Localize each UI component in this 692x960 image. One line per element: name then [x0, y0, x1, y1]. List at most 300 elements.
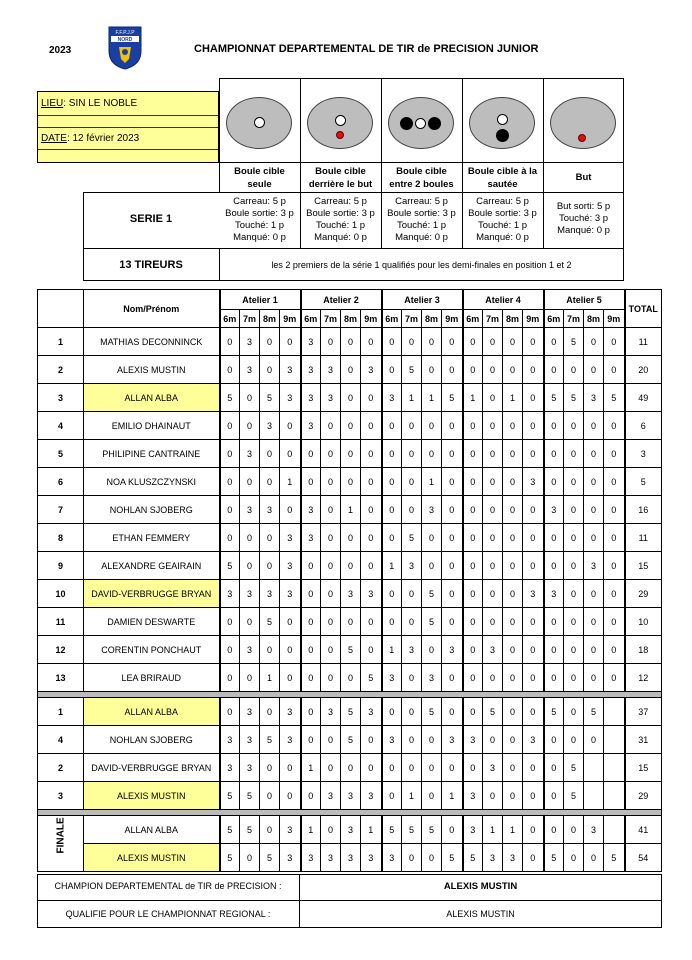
- score-cell: 3: [503, 844, 523, 872]
- score-cell: 0: [442, 412, 463, 440]
- score-cell: 0: [341, 664, 361, 692]
- score-cell: 5: [422, 698, 442, 726]
- score-cell: 0: [382, 608, 402, 636]
- score-cell: 3: [584, 384, 604, 412]
- score-cell: 0: [321, 816, 341, 844]
- score-cell: 3: [240, 496, 260, 524]
- score-cell: 0: [483, 782, 503, 810]
- score-cell: 0: [382, 580, 402, 608]
- score-cell: 5: [604, 384, 625, 412]
- rank-cell: 12: [38, 636, 84, 664]
- distance-header: 8m: [503, 310, 523, 328]
- table-row: [38, 816, 662, 844]
- score-cell: 0: [564, 552, 584, 580]
- score-cell: 0: [280, 636, 301, 664]
- info-box: [37, 91, 219, 163]
- score-cell: 0: [382, 440, 402, 468]
- score-cell: 3: [280, 844, 301, 872]
- score-cell: 0: [301, 440, 321, 468]
- score-cell: 3: [301, 328, 321, 356]
- player-name: ALLAN ALBA: [84, 816, 220, 844]
- score-cell: 3: [280, 356, 301, 384]
- player-name: ALEXIS MUSTIN: [84, 844, 220, 872]
- score-cell: 0: [604, 468, 625, 496]
- rank-cell: 11: [38, 608, 84, 636]
- score-cell: 0: [463, 698, 483, 726]
- score-cell: 0: [422, 328, 442, 356]
- score-cell: 3: [301, 412, 321, 440]
- score-cell: 0: [321, 412, 341, 440]
- score-cell: 0: [463, 664, 483, 692]
- score-cell: 0: [280, 328, 301, 356]
- score-cell: 0: [584, 726, 604, 754]
- table-row: [38, 698, 662, 726]
- score-cell: 5: [564, 328, 584, 356]
- score-cell: 0: [604, 552, 625, 580]
- score-cell: 0: [422, 726, 442, 754]
- score-cell: 5: [422, 816, 442, 844]
- score-cell: 0: [523, 782, 544, 810]
- player-name: MATHIAS DECONNINCK: [84, 328, 220, 356]
- rank-cell: 7: [38, 496, 84, 524]
- federation-logo: [107, 25, 143, 70]
- score-cell: 0: [442, 608, 463, 636]
- score-cell: 0: [442, 664, 463, 692]
- score-cell: 0: [523, 816, 544, 844]
- score-cell: 0: [260, 468, 280, 496]
- score-cell: 0: [422, 412, 442, 440]
- score-cell: 3: [240, 328, 260, 356]
- score-cell: 0: [463, 412, 483, 440]
- score-cell: 0: [523, 754, 544, 782]
- score-cell: 3: [402, 552, 422, 580]
- score-cell: 0: [301, 782, 321, 810]
- score-cell: 0: [463, 356, 483, 384]
- score-cell: 5: [220, 552, 240, 580]
- score-cell: 5: [382, 816, 402, 844]
- score-cell: 0: [382, 698, 402, 726]
- atelier-1-points: Carreau: 5 p Boule sortie: 3 p Touché: 1 p Manqué: 0 p: [225, 196, 294, 243]
- score-cell: 0: [463, 580, 483, 608]
- score-cell: 0: [564, 580, 584, 608]
- total-cell: 12: [625, 664, 662, 692]
- score-cell: [604, 816, 625, 844]
- atelier-3-points: Carreau: 5 p Boule sortie: 3 p Touché: 1 p Manqué: 0 p: [387, 196, 456, 243]
- score-cell: 3: [260, 580, 280, 608]
- score-cell: 1: [503, 384, 523, 412]
- table-row: [38, 726, 662, 754]
- score-cell: 1: [361, 816, 382, 844]
- score-cell: 5: [240, 816, 260, 844]
- year: 2023: [49, 45, 72, 56]
- qualifie-value: ALEXIS MUSTIN: [446, 909, 515, 919]
- player-name: ALLAN ALBA: [84, 384, 220, 412]
- score-cell: 0: [523, 384, 544, 412]
- score-cell: 0: [442, 328, 463, 356]
- score-cell: 0: [361, 384, 382, 412]
- score-cell: 0: [361, 468, 382, 496]
- score-cell: 0: [503, 580, 523, 608]
- score-cell: 0: [220, 356, 240, 384]
- score-cell: 0: [483, 384, 503, 412]
- score-cell: 0: [544, 816, 564, 844]
- score-cell: 1: [280, 468, 301, 496]
- atelier-header: Atelier 1: [220, 290, 301, 310]
- player-name: DAVID-VERBRUGGE BRYAN: [84, 754, 220, 782]
- atelier-header: Atelier 5: [544, 290, 625, 310]
- results-table: [37, 289, 662, 872]
- score-cell: 3: [463, 816, 483, 844]
- distance-header: 6m: [301, 310, 321, 328]
- atelier-2-points: Carreau: 5 p Boule sortie: 3 p Touché: 1 p Manqué: 0 p: [306, 196, 375, 243]
- score-cell: 0: [220, 664, 240, 692]
- score-cell: 0: [361, 608, 382, 636]
- score-cell: 0: [503, 754, 523, 782]
- score-cell: 0: [442, 524, 463, 552]
- score-cell: 0: [280, 496, 301, 524]
- score-cell: 0: [503, 726, 523, 754]
- score-cell: 0: [301, 580, 321, 608]
- score-cell: 0: [584, 440, 604, 468]
- score-cell: 5: [220, 782, 240, 810]
- score-cell: 1: [341, 496, 361, 524]
- player-name: ALEXANDRE GEAIRAIN: [84, 552, 220, 580]
- score-cell: 0: [220, 524, 240, 552]
- score-cell: 0: [564, 844, 584, 872]
- table-row: [38, 496, 662, 524]
- finale-label: FINALE: [55, 817, 66, 854]
- score-cell: 0: [523, 636, 544, 664]
- score-cell: 0: [341, 412, 361, 440]
- score-cell: 3: [361, 356, 382, 384]
- score-cell: 0: [361, 552, 382, 580]
- score-cell: 3: [523, 468, 544, 496]
- score-cell: 1: [463, 384, 483, 412]
- score-cell: 0: [584, 664, 604, 692]
- score-cell: 0: [240, 412, 260, 440]
- score-cell: 0: [604, 636, 625, 664]
- atelier-4-points: Carreau: 5 p Boule sortie: 3 p Touché: 1 p Manqué: 0 p: [468, 196, 537, 243]
- score-cell: 1: [260, 664, 280, 692]
- table-row: [38, 664, 662, 692]
- score-cell: 0: [341, 328, 361, 356]
- rank-cell: 1: [38, 328, 84, 356]
- total-cell: 18: [625, 636, 662, 664]
- distance-header: 7m: [564, 310, 584, 328]
- score-cell: 3: [301, 524, 321, 552]
- score-cell: 0: [422, 844, 442, 872]
- score-cell: 3: [240, 726, 260, 754]
- total-cell: 15: [625, 754, 662, 782]
- score-cell: 3: [584, 552, 604, 580]
- score-cell: 0: [503, 552, 523, 580]
- rank-cell: 1: [38, 698, 84, 726]
- score-cell: 0: [503, 664, 523, 692]
- distance-header: 9m: [442, 310, 463, 328]
- score-cell: 3: [280, 580, 301, 608]
- score-cell: 5: [544, 844, 564, 872]
- score-cell: 3: [361, 844, 382, 872]
- distance-header: 8m: [584, 310, 604, 328]
- page-title: CHAMPIONNAT DEPARTEMENTAL DE TIR de PRECISION JUNIOR: [194, 43, 539, 55]
- score-cell: 3: [442, 636, 463, 664]
- score-cell: 0: [422, 754, 442, 782]
- score-cell: 3: [341, 816, 361, 844]
- score-cell: 3: [544, 496, 564, 524]
- name-header: Nom/Prénom: [84, 290, 220, 328]
- distance-header: 9m: [523, 310, 544, 328]
- total-cell: 29: [625, 580, 662, 608]
- player-name: NOA KLUSZCZYNSKI: [84, 468, 220, 496]
- score-cell: 0: [483, 524, 503, 552]
- score-cell: 0: [503, 698, 523, 726]
- score-cell: 0: [301, 726, 321, 754]
- score-cell: 0: [604, 356, 625, 384]
- atelier-1-label: Boule cible seule: [234, 166, 285, 190]
- rank-cell: 9: [38, 552, 84, 580]
- score-cell: 3: [240, 356, 260, 384]
- score-cell: 3: [321, 698, 341, 726]
- score-cell: 0: [260, 552, 280, 580]
- score-cell: 0: [584, 356, 604, 384]
- score-cell: 0: [523, 412, 544, 440]
- total-cell: 29: [625, 782, 662, 810]
- score-cell: 3: [301, 844, 321, 872]
- total-cell: 11: [625, 328, 662, 356]
- score-cell: 0: [442, 754, 463, 782]
- score-cell: 0: [220, 440, 240, 468]
- score-cell: 3: [361, 698, 382, 726]
- score-cell: 0: [220, 412, 240, 440]
- score-cell: 0: [321, 552, 341, 580]
- score-cell: 5: [220, 816, 240, 844]
- table-row: [38, 524, 662, 552]
- score-cell: 0: [442, 496, 463, 524]
- total-cell: 20: [625, 356, 662, 384]
- score-cell: 5: [564, 384, 584, 412]
- score-cell: 3: [301, 384, 321, 412]
- score-cell: 5: [402, 816, 422, 844]
- score-cell: 5: [402, 356, 422, 384]
- score-cell: 3: [382, 664, 402, 692]
- diagram-atelier-2: [307, 97, 373, 149]
- score-cell: 3: [382, 384, 402, 412]
- total-cell: 31: [625, 726, 662, 754]
- score-cell: 0: [321, 496, 341, 524]
- score-cell: 0: [564, 524, 584, 552]
- score-cell: 0: [301, 664, 321, 692]
- atelier-header: Atelier 2: [301, 290, 382, 310]
- score-cell: 0: [301, 552, 321, 580]
- table-row: [38, 356, 662, 384]
- qualifie-label: QUALIFIE POUR LE CHAMPIONNAT REGIONAL :: [65, 909, 271, 919]
- score-cell: 0: [463, 608, 483, 636]
- score-cell: 5: [341, 726, 361, 754]
- score-cell: 0: [361, 726, 382, 754]
- score-cell: 0: [564, 440, 584, 468]
- score-cell: 0: [260, 524, 280, 552]
- score-cell: 3: [463, 782, 483, 810]
- score-cell: 3: [280, 384, 301, 412]
- table-row: [38, 580, 662, 608]
- score-cell: 0: [422, 552, 442, 580]
- table-row: [38, 782, 662, 810]
- rank-cell: 6: [38, 468, 84, 496]
- player-name: LEA BRIRAUD: [84, 664, 220, 692]
- score-cell: 0: [442, 580, 463, 608]
- total-cell: 6: [625, 412, 662, 440]
- table-row: [38, 468, 662, 496]
- rank-cell: 2: [38, 754, 84, 782]
- score-cell: 3: [361, 782, 382, 810]
- score-cell: 5: [422, 580, 442, 608]
- score-cell: 0: [544, 468, 564, 496]
- score-cell: 0: [604, 440, 625, 468]
- score-cell: 3: [321, 356, 341, 384]
- score-cell: 3: [483, 844, 503, 872]
- distance-header: 9m: [361, 310, 382, 328]
- score-cell: 0: [321, 468, 341, 496]
- score-cell: 5: [544, 698, 564, 726]
- score-cell: 3: [240, 440, 260, 468]
- score-cell: 0: [584, 844, 604, 872]
- score-cell: 0: [442, 816, 463, 844]
- score-cell: 0: [240, 552, 260, 580]
- table-row: [38, 608, 662, 636]
- score-cell: 3: [341, 580, 361, 608]
- score-cell: 0: [361, 636, 382, 664]
- score-cell: 5: [341, 636, 361, 664]
- score-cell: 0: [361, 496, 382, 524]
- player-name: ALEXIS MUSTIN: [84, 356, 220, 384]
- score-cell: 0: [382, 412, 402, 440]
- rank-cell: 3: [38, 782, 84, 810]
- score-cell: 0: [240, 844, 260, 872]
- score-cell: 0: [483, 664, 503, 692]
- score-cell: 0: [260, 328, 280, 356]
- score-cell: 0: [280, 440, 301, 468]
- score-cell: [604, 782, 625, 810]
- score-cell: 1: [503, 816, 523, 844]
- atelier-header: Atelier 4: [463, 290, 544, 310]
- score-cell: 0: [544, 608, 564, 636]
- score-cell: 3: [280, 698, 301, 726]
- distance-header: 8m: [260, 310, 280, 328]
- logo-text-mid: NORD: [117, 37, 133, 43]
- score-cell: 0: [442, 698, 463, 726]
- player-name: NOHLAN SJOBERG: [84, 726, 220, 754]
- score-cell: 0: [483, 580, 503, 608]
- tireurs-count: 13 TIREURS: [119, 259, 183, 271]
- score-cell: 0: [260, 816, 280, 844]
- score-cell: 0: [280, 412, 301, 440]
- score-cell: 3: [240, 636, 260, 664]
- score-cell: 3: [260, 496, 280, 524]
- table-row: [38, 754, 662, 782]
- score-cell: 0: [483, 412, 503, 440]
- table-row: [38, 412, 662, 440]
- score-cell: 0: [382, 328, 402, 356]
- score-cell: 0: [544, 552, 564, 580]
- score-cell: 0: [280, 754, 301, 782]
- score-cell: 5: [564, 754, 584, 782]
- distance-header: 8m: [422, 310, 442, 328]
- score-cell: 0: [483, 468, 503, 496]
- score-cell: 3: [301, 356, 321, 384]
- score-cell: 3: [544, 580, 564, 608]
- score-cell: 0: [604, 608, 625, 636]
- diagram-atelier-4: [469, 97, 535, 149]
- score-cell: 3: [260, 412, 280, 440]
- total-cell: 16: [625, 496, 662, 524]
- diagram-atelier-3: [388, 97, 454, 149]
- score-cell: 5: [220, 384, 240, 412]
- score-cell: 0: [604, 580, 625, 608]
- score-cell: 3: [463, 726, 483, 754]
- score-cell: 0: [260, 356, 280, 384]
- score-cell: 3: [280, 816, 301, 844]
- score-cell: 5: [260, 608, 280, 636]
- finale-label-cell: [38, 816, 84, 872]
- score-cell: 0: [382, 524, 402, 552]
- score-cell: 3: [382, 844, 402, 872]
- rank-cell: 4: [38, 726, 84, 754]
- score-cell: 5: [341, 698, 361, 726]
- score-cell: 0: [523, 524, 544, 552]
- score-cell: 3: [483, 754, 503, 782]
- score-cell: 3: [321, 384, 341, 412]
- score-cell: 0: [604, 664, 625, 692]
- rank-cell: 8: [38, 524, 84, 552]
- score-cell: 3: [523, 580, 544, 608]
- score-cell: 5: [240, 782, 260, 810]
- total-cell: 15: [625, 552, 662, 580]
- table-row: [38, 636, 662, 664]
- score-cell: 5: [361, 664, 382, 692]
- score-cell: 0: [544, 440, 564, 468]
- score-cell: 0: [341, 356, 361, 384]
- score-cell: 0: [280, 664, 301, 692]
- score-cell: 0: [584, 636, 604, 664]
- score-cell: 0: [220, 496, 240, 524]
- score-cell: 0: [483, 440, 503, 468]
- score-cell: 0: [523, 356, 544, 384]
- score-cell: 0: [382, 782, 402, 810]
- score-cell: 3: [280, 726, 301, 754]
- total-cell: 54: [625, 844, 662, 872]
- score-cell: 0: [544, 356, 564, 384]
- score-cell: 0: [584, 412, 604, 440]
- score-cell: 0: [442, 552, 463, 580]
- score-cell: 0: [260, 698, 280, 726]
- score-cell: 0: [544, 754, 564, 782]
- score-cell: 3: [584, 816, 604, 844]
- score-cell: 0: [523, 440, 544, 468]
- score-cell: 5: [442, 844, 463, 872]
- score-cell: 3: [280, 524, 301, 552]
- champion-value: ALEXIS MUSTIN: [443, 881, 518, 892]
- player-name: ETHAN FEMMERY: [84, 524, 220, 552]
- score-cell: 5: [463, 844, 483, 872]
- distance-header: 9m: [280, 310, 301, 328]
- score-cell: 0: [503, 608, 523, 636]
- player-name: EMILIO DHAINAUT: [84, 412, 220, 440]
- score-cell: 3: [361, 580, 382, 608]
- rank-header: [38, 290, 84, 328]
- score-cell: 0: [341, 552, 361, 580]
- score-cell: 0: [240, 384, 260, 412]
- score-cell: 0: [402, 726, 422, 754]
